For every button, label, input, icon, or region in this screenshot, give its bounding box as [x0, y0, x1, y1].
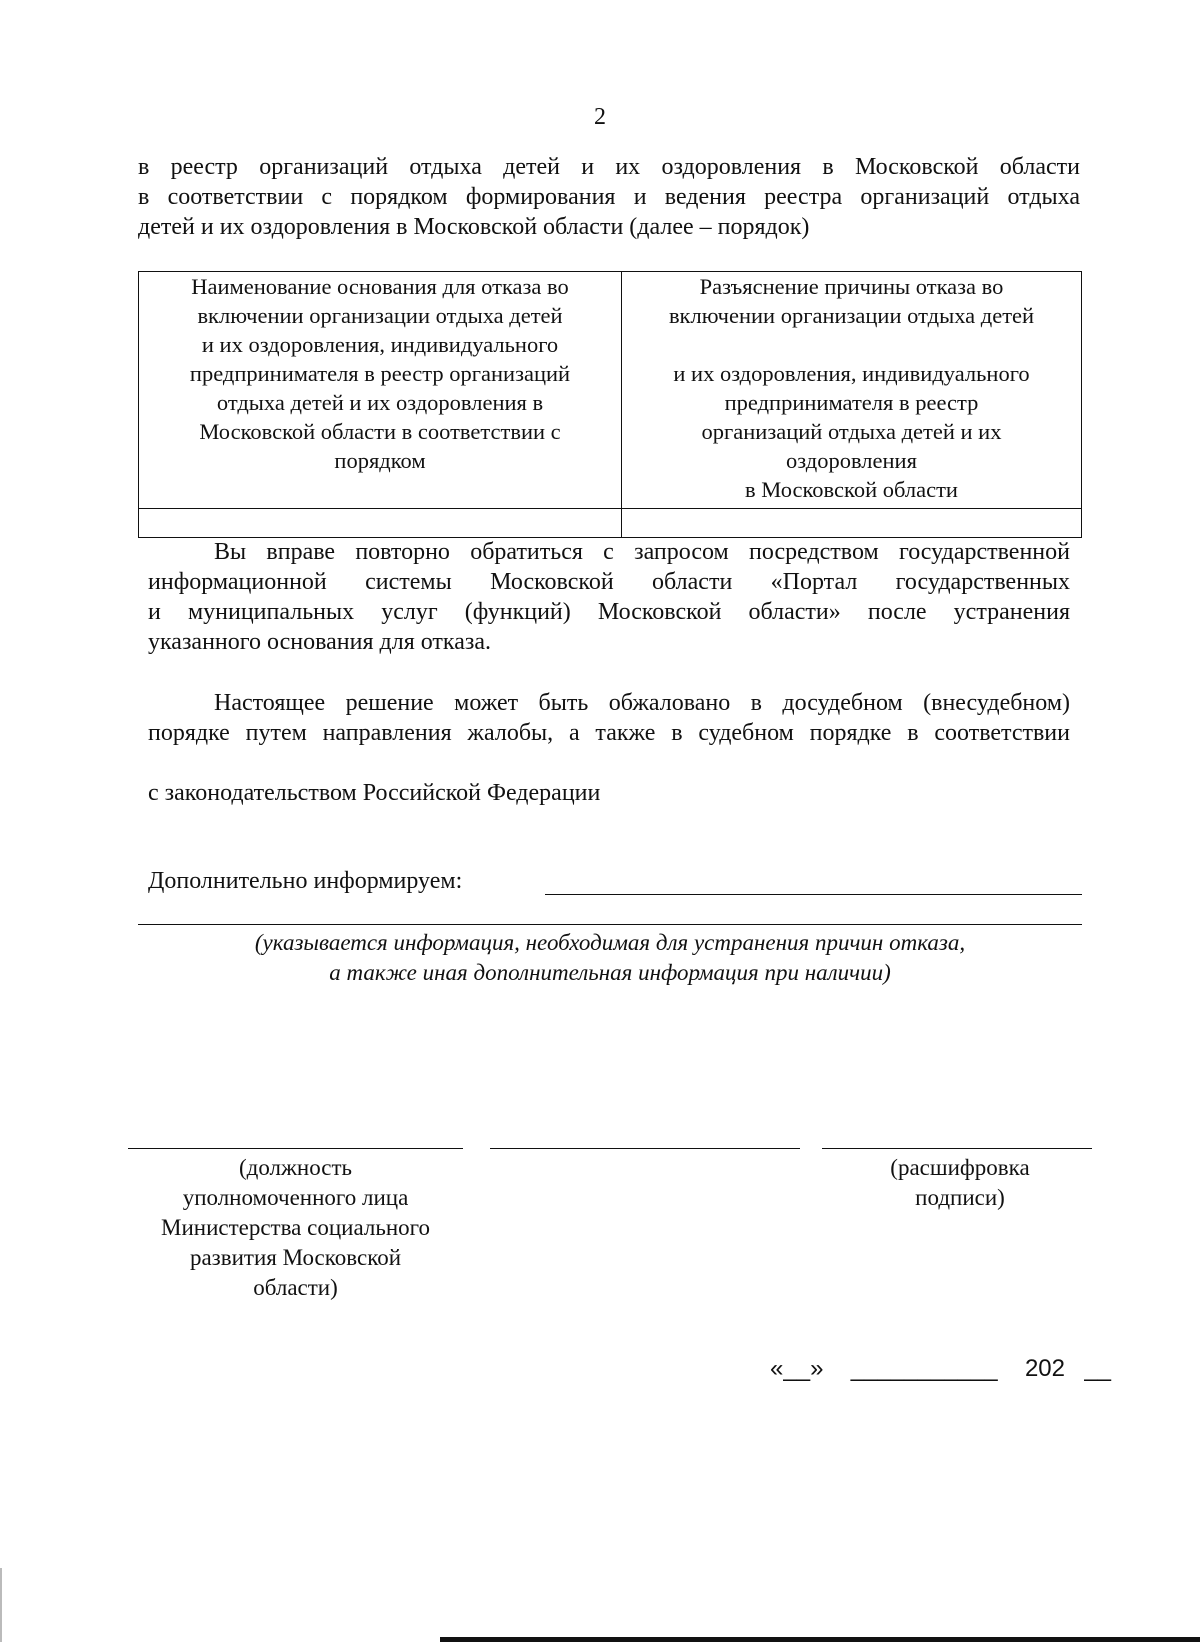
header-line: в Московской области	[745, 477, 958, 502]
reapply-paragraph	[148, 537, 1070, 657]
hint-line: а также иная дополнительная информация при наличии)	[329, 960, 891, 985]
appeal-line: порядке путем направления жалобы, а также в судебном порядке в соответствии	[148, 720, 1070, 746]
scan-edge-artifact	[0, 1568, 2, 1642]
date-close-quote: »	[810, 1355, 824, 1382]
header-line: порядком	[334, 448, 426, 473]
table-cell-explanation[interactable]	[622, 509, 1082, 538]
header-line: Наименование основания для отказа во	[191, 274, 569, 299]
column-header-explanation	[622, 272, 1082, 509]
header-line: включении организации отдыха детей	[668, 303, 1035, 328]
header-line: организаций отдыха детей и их	[701, 419, 1002, 444]
additional-info-field-line1[interactable]	[545, 894, 1082, 895]
intro-line: в реестр организаций отдыха детей и их оздоровления в Московской области	[138, 154, 1080, 180]
date-month-blank[interactable]: ___________	[850, 1355, 998, 1382]
table-cell-reason[interactable]	[139, 509, 622, 538]
intro-line: детей и их оздоровления в Московской области (далее – порядок)	[138, 214, 810, 240]
date-year-suffix-blank[interactable]: __	[1084, 1355, 1112, 1382]
header-line: и их оздоровления, индивидуального	[673, 361, 1030, 386]
intro-paragraph	[138, 152, 1080, 242]
table-row	[139, 509, 1082, 538]
name-caption	[830, 1153, 1090, 1213]
intro-line: в соответствии с порядком формирования и ведения реестра организаций отдыха	[138, 184, 1080, 210]
caption-line: Министерства социального	[161, 1215, 430, 1240]
reapply-line: информационной системы Московской области «Портал государственных	[148, 569, 1070, 595]
header-line: Разъяснение причины отказа во	[699, 274, 1004, 299]
additional-info-field-line2[interactable]	[138, 924, 1082, 925]
appeal-line: Настоящее решение может быть обжаловано в досудебном (внесудебном)	[214, 690, 1070, 716]
hint-line: (указывается информация, необходимая для устранения причин отказа,	[254, 930, 966, 955]
refusal-reasons-table	[138, 271, 1082, 538]
header-line: оздоровления	[786, 448, 917, 473]
caption-line: (должность	[238, 1155, 353, 1180]
signature-line[interactable]	[490, 1148, 800, 1149]
column-header-reason	[139, 272, 622, 509]
name-signature-line[interactable]	[822, 1148, 1092, 1149]
header-line: Московской области в соответствии с	[199, 419, 561, 444]
table-header-row	[139, 272, 1082, 509]
page-number: 2	[594, 104, 606, 130]
date-year-prefix: 202	[1024, 1355, 1065, 1382]
position-signature-line[interactable]	[128, 1148, 463, 1149]
reapply-line: и муниципальных услуг (функций) Московской области» после устранения	[148, 599, 1070, 625]
caption-line: развития Московской	[189, 1245, 402, 1270]
reapply-line: Вы вправе повторно обратиться с запросом посредством государственной	[214, 539, 1070, 565]
appeal-paragraph	[148, 688, 1070, 748]
header-line: отдыха детей и их оздоровления в	[216, 390, 544, 415]
caption-line: (расшифровка	[890, 1155, 1030, 1180]
scan-bottom-artifact	[440, 1637, 1200, 1642]
date-field	[770, 1355, 1111, 1383]
additional-info-hint	[138, 928, 1082, 988]
reapply-line: указанного основания для отказа.	[148, 629, 491, 655]
header-line: и их оздоровления, индивидуального	[201, 332, 559, 357]
appeal-line: с законодательством Российской Федерации	[148, 780, 601, 806]
header-line: предпринимателя в реестр	[724, 390, 979, 415]
header-line: предпринимателя в реестр организаций	[189, 361, 571, 386]
caption-line: области)	[253, 1275, 338, 1300]
date-day-blank[interactable]: __	[783, 1355, 811, 1382]
position-caption	[128, 1153, 463, 1303]
caption-line: уполномоченного лица	[182, 1185, 409, 1210]
additional-info-label: Дополнительно информируем:	[148, 868, 463, 894]
caption-line: подписи)	[915, 1185, 1005, 1210]
appeal-paragraph-end	[148, 778, 1070, 808]
header-gap	[630, 330, 1073, 359]
date-open-quote: «	[770, 1355, 784, 1382]
header-line: включении организации отдыха детей	[197, 303, 563, 328]
